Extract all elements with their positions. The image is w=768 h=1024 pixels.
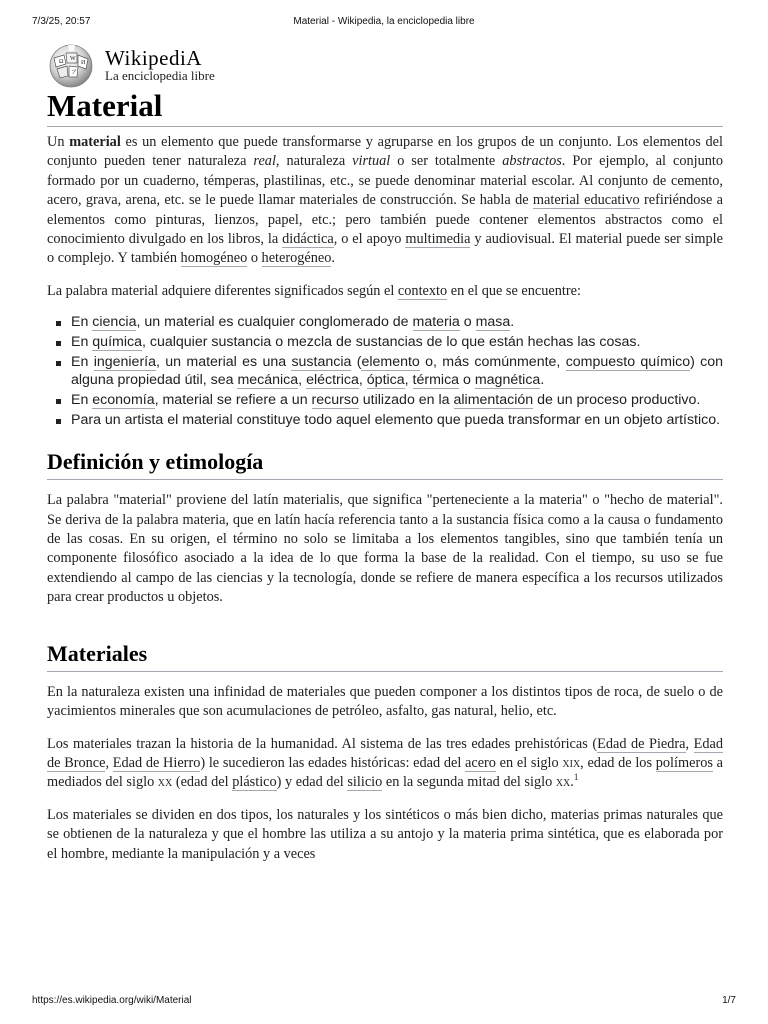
materiales-paragraph-1: En la naturaleza existen una infinidad de materiales que pueden componer a los distintos tipos de roca, de suelo o de yacimientos minerales que son acumulaciones de petróleo, asfalto, gas natural, helio, etc. (47, 683, 723, 720)
link-multimedia[interactable]: multimedia (405, 231, 471, 248)
link-heterogeneo[interactable]: heterogéneo (261, 250, 332, 267)
list-item: En ciencia, un material es cualquier conglomerado de materia o masa. (71, 313, 723, 331)
link-termica[interactable]: térmica (412, 372, 460, 389)
link-edad-de-hierro[interactable]: Edad de Hierro (112, 754, 201, 771)
reference-1[interactable]: 1 (573, 772, 579, 783)
list-item: En química, cualquier sustancia o mezcla de sustancias de lo que están hechas las cosas. (71, 333, 723, 351)
link-silicio[interactable]: silicio (347, 774, 383, 791)
link-ingenieria[interactable]: ingeniería (93, 354, 157, 371)
print-datetime: 7/3/25, 20:57 (32, 16, 91, 27)
link-edad-de-bronce[interactable]: Edad de Bronce (47, 735, 724, 771)
link-homogeneo[interactable]: homogéneo (180, 250, 248, 267)
link-alimentacion[interactable]: alimentación (453, 392, 534, 409)
link-magnetica[interactable]: magnética (474, 372, 541, 389)
intro-paragraph: Un material es un elemento que puede transformarse y agruparse en los grupos de un conjunto. Los elementos del conjunto pueden tener naturaleza real, naturaleza virtual o ser totalmente abstractos. Por ejemplo, al conjunto formado por un cuaderno, témperas, plastilinas, etc., se puede denominar material escolar. Al conjunto de cemento, acero, grava, arena, etc. se le puede llamar materiales de construcción. Se habla de material educativo refiriéndose a elementos como pinturas, lienzos, papel, etc.; pero también puede contener elementos abstractos como el conocimiento divulgado en los libros, la didáctica, o el apoyo multimedia y audiovisual. El material puede ser simple o complejo. Y también homogéneo o heterogéneo. (47, 134, 724, 267)
link-electrica[interactable]: eléctrica (306, 372, 359, 389)
link-edad-de-piedra[interactable]: Edad de Piedra (597, 735, 686, 752)
wikipedia-tagline: La enciclopedia libre (105, 68, 215, 83)
section-heading-definicion: Definición y etimología (47, 449, 723, 480)
svg-text:Ω: Ω (59, 59, 64, 65)
link-quimica[interactable]: química (92, 334, 142, 351)
context-paragraph: La palabra material adquiere diferentes significados según el contexto en el que se encuentre: (47, 282, 581, 299)
meanings-list (47, 313, 723, 429)
link-materia[interactable]: materia (412, 314, 460, 331)
article-content (47, 88, 723, 864)
link-acero[interactable]: acero (465, 754, 496, 771)
print-doc-title: Material - Wikipedia, la enciclopedia libre (293, 16, 475, 27)
link-optica[interactable]: óptica (366, 372, 405, 389)
link-economia[interactable]: economía (92, 392, 155, 409)
link-compuesto-quimico[interactable]: compuesto químico (565, 354, 691, 371)
page-number: 1/7 (722, 995, 736, 1006)
link-ciencia[interactable]: ciencia (92, 314, 137, 331)
definicion-paragraph: La palabra "material" proviene del latín materialis, que significa "perteneciente a la materia" o "hecho de material". Se deriva de la palabra materia, que en latín hacía referencia tanto a la sustancia física como a la causa o fundamento de las cosas. En su origen, el término no solo se limitaba a los elementos tangibles, sino que también tenía un componente filosófico asociado a la idea de lo que forma la base de la realidad. Con el tiempo, su uso se fue extendiendo al campo de las ciencias y la tecnología, donde se refiere de manera específica a los recursos utilizados para crear productos u objetos. (47, 492, 723, 606)
list-item: En ingeniería, un material es una sustancia (elemento o, más comúnmente, compuesto químico) con alguna propiedad útil, sea mecánica, eléctrica, óptica, térmica o magnética. (71, 354, 724, 389)
materiales-paragraph-3: Los materiales se dividen en dos tipos, los naturales y los sintéticos o más bien dicho, materias primas naturales que se obtienen de la naturaleza y que el hombre las utiliza a su antojo y la materia prima sintética, que es elaborada por el hombre, mediante la manipulación y a veces (47, 806, 723, 862)
link-recurso[interactable]: recurso (311, 392, 359, 409)
list-item: Para un artista el material constituye todo aquel elemento que pueda transformar en un objeto artístico. (71, 411, 723, 429)
svg-text:И: И (81, 60, 86, 66)
materiales-paragraph-2: Los materiales trazan la historia de la humanidad. Al sistema de las tres edades prehistóricas (Edad de Piedra, Edad de Bronce, Edad de Hierro) le sucedieron las edades históricas: edad del acero en el siglo xix, edad de los polímeros a mediados del siglo xx (edad del plástico) y edad del silicio en la segunda mitad del siglo xx.$^1$ (47, 735, 724, 791)
print-url: https://es.wikipedia.org/wiki/Material (32, 995, 192, 1006)
link-mecanica[interactable]: mecánica (237, 372, 299, 389)
link-plastico[interactable]: plástico (232, 774, 277, 791)
link-didactica[interactable]: didáctica (282, 231, 334, 248)
link-material-educativo[interactable]: material educativo (532, 192, 640, 209)
section-heading-materiales: Materiales (47, 641, 723, 672)
svg-text:W: W (70, 56, 76, 62)
list-item: En economía, material se refiere a un recurso utilizado en la alimentación de un proceso productivo. (71, 391, 723, 409)
link-polimeros[interactable]: polímeros (655, 754, 713, 771)
link-contexto[interactable]: contexto (397, 282, 448, 299)
link-masa[interactable]: masa (475, 314, 511, 331)
wikipedia-globe-icon[interactable] (46, 42, 96, 88)
page-title: Material (47, 88, 723, 127)
link-elemento[interactable]: elemento (361, 354, 420, 371)
wikipedia-wordmark[interactable]: WikipediA (105, 46, 202, 70)
link-sustancia[interactable]: sustancia (291, 354, 352, 371)
svg-text:ア: ア (71, 70, 78, 76)
